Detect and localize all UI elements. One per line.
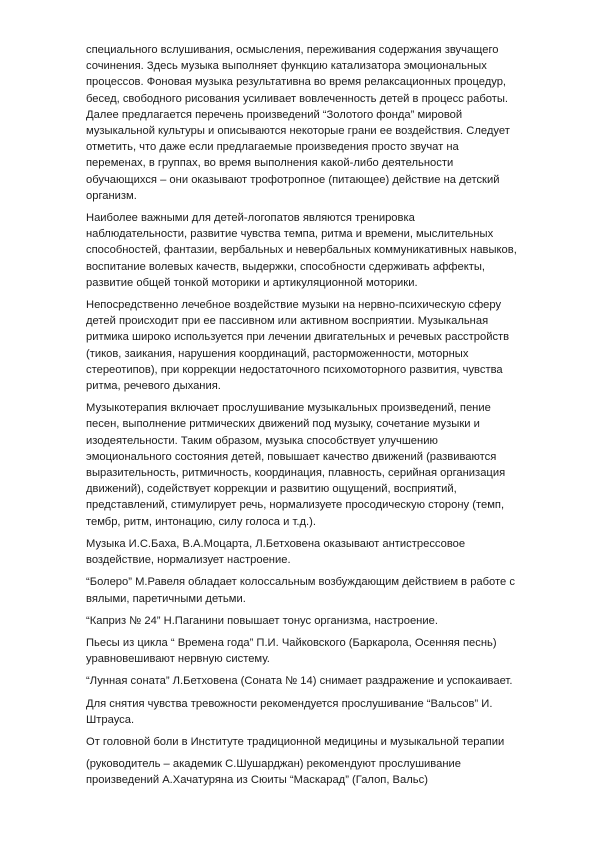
text-line: изодеятельности. Таким образом, музыка способствует улучшению (86, 434, 438, 447)
text-line: процессов. Фоновая музыка результативна во время релаксационных процедур, (86, 76, 507, 89)
text-line: музыкальной культуры и описываются некоторые грани ее воздействия. Следует (86, 125, 510, 138)
paragraph (86, 734, 556, 750)
text-line: специального вслушивания, осмысления, переживания содержания звучащего (86, 44, 499, 56)
text-line: Далее предлагается перечень произведений “Золотого фонда” мировой (86, 108, 463, 121)
text-line: эмоционального состояния детей, повышает качество движений (развиваются (86, 450, 497, 463)
text-line: “Каприз № 24” Н.Паганини повышает тонус организма, настроение. (86, 614, 438, 627)
text-line: выразительность, ритмичность, координация, плавность, серийная организация (86, 467, 506, 480)
paragraph (86, 536, 556, 568)
paragraph (86, 696, 556, 728)
text-line: Для снятия чувства тревожности рекомендуется прослушивание “Вальсов” И. (86, 697, 493, 710)
text-line: Музыкотерапия включает прослушивание музыкальных произведений, пение (86, 402, 491, 415)
text-line: тембр, ритм, интонацию, силу голоса и т.д.). (86, 515, 316, 528)
text-line: Наиболее важными для детей-логопатов являются тренировка (86, 212, 415, 225)
document-page (86, 42, 556, 795)
paragraph (86, 297, 556, 394)
text-line: Музыка И.С.Баха, В.А.Моцарта, Л.Бетховена оказывают антистрессовое (86, 537, 466, 550)
paragraph (86, 42, 556, 204)
text-line: бесед, свободного рисования усиливает вовлеченность детей в процесс работы. (86, 92, 508, 105)
text-line: Пьесы из цикла “ Времена года” П.И. Чайковского (Баркарола, Осенняя песнь) (86, 636, 497, 649)
paragraph (86, 635, 556, 667)
text-line: организм. (86, 189, 137, 202)
paragraph (86, 673, 556, 689)
text-line: детей происходит при ее пассивном или активном восприятии. Музыкальная (86, 315, 489, 328)
text-line: Штрауса. (86, 713, 135, 726)
text-line: отметить, что даже если предлагаемые произведения просто звучат на (86, 141, 459, 154)
paragraph (86, 400, 556, 530)
text-line: От головной боли в Институте традиционной медицины и музыкальной терапии (86, 735, 505, 748)
text-line: сочинения. Здесь музыка выполняет функцию катализатора эмоциональных (86, 60, 487, 73)
text-line: обучающихся – они оказывают трофотропное (питающее) действие на детский (86, 173, 500, 186)
text-line: произведений А.Хачатуряна из Сюиты “Маскарад” (Галоп, Вальс) (86, 774, 428, 787)
text-line: переменах, в группах, во время выполнения какой-либо деятельности (86, 157, 454, 170)
text-line: песен, выполнение ритмических движений под музыку, сочетание музыки и (86, 418, 480, 431)
text-line: наблюдательности, развитие чувства темпа, ритма и времени, мыслительных (86, 228, 494, 241)
text-line: уравновешивают нервную систему. (86, 653, 270, 666)
text-line: стереотипов), при коррекции недостаточного психомоторного развития, чувства (86, 363, 503, 376)
text-line: ритмика широко используется при лечении двигательных и речевых расстройств (86, 331, 510, 344)
text-line: (тиков, заикания, нарушения координаций, расторможенности, моторных (86, 347, 469, 360)
paragraph (86, 210, 556, 291)
paragraph (86, 613, 556, 629)
text-line: (руководитель – академик С.Шушарджан) рекомендуют прослушивание (86, 758, 461, 771)
text-line: воспитание волевых качеств, выдержки, способности сдерживать аффекты, (86, 260, 485, 273)
text-line: вялыми, паретичными детьми. (86, 592, 246, 605)
text-line: способностей, фантазии, вербальных и невербальных коммуникативных навыков, (86, 244, 517, 257)
text-line: представлений, стимулирует речь, нормализуете просодическую сторону (темп, (86, 499, 505, 512)
paragraph (86, 756, 556, 788)
text-line: “Болеро” М.Равеля обладает колоссальным возбуждающим действием в работе с (86, 576, 515, 589)
text-line: развитие общей тонкой моторики и артикуляционной моторики. (86, 276, 418, 289)
text-line: Непосредственно лечебное воздействие музыки на нервно-психическую сферу (86, 299, 502, 312)
text-line: “Лунная соната” Л.Бетховена (Соната № 14) снимает раздражение и успокаивает. (86, 675, 513, 688)
paragraph (86, 574, 556, 606)
text-line: движений), содействует коррекции и развитию ощущений, восприятий, (86, 483, 457, 496)
text-line: ритма, речевого дыхания. (86, 380, 221, 393)
text-line: воздействие, нормализует настроение. (86, 554, 291, 567)
